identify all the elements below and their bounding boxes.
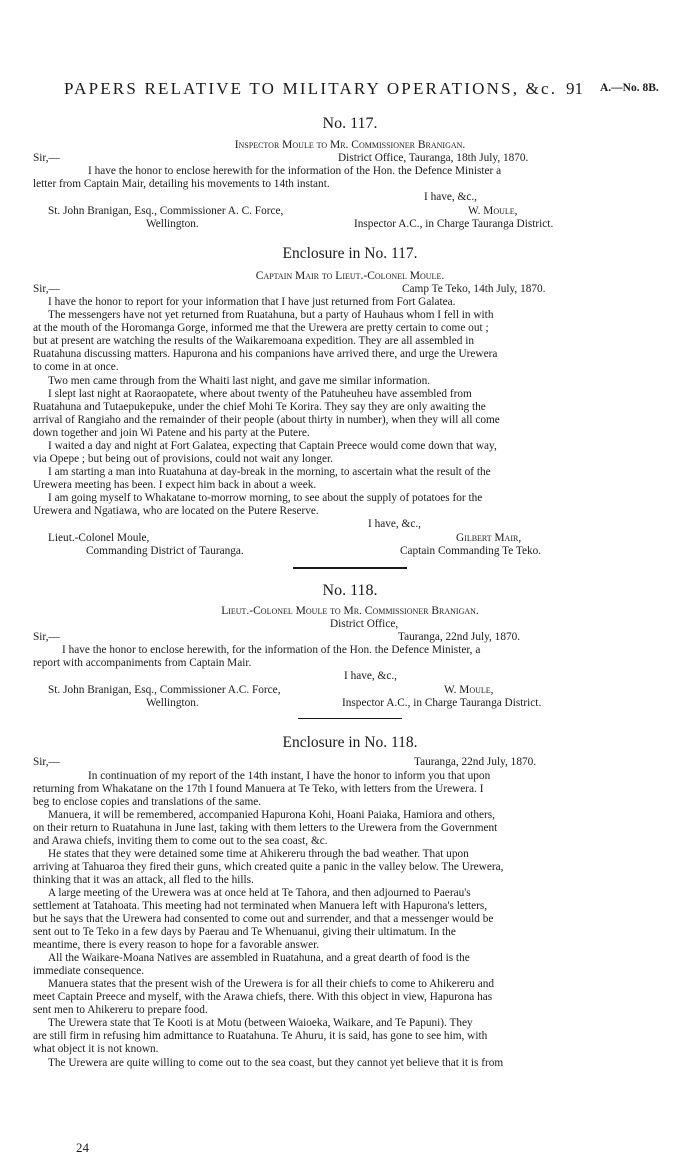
enclosure-118-body-line: The Urewera state that Te Kooti is at Motu (between Waioeka, Waikare, and Te Papuni). They (48, 1017, 473, 1029)
enclosure-118-heading: Enclosure in No. 118. (282, 734, 418, 751)
paper-reference: A.—No. 8B. (600, 82, 659, 94)
enclosure-118-body-line: are still firm in refusing him admittance to Ruatahuna. Te Ahuru, it is said, has gone to see him, with (33, 1030, 488, 1042)
enclosure-117-body-line: Urewera meeting has been. I expect him back in about a week. (33, 479, 317, 491)
letter-117-addressee-line: St. John Branigan, Esq., Commissioner A. C. Force, (48, 205, 284, 217)
enclosure-117-closing: I have, &c., (368, 518, 422, 530)
letter-118-body-line: report with accompaniments from Captain Mair. (33, 657, 252, 669)
enclosure-118-body-line: All the Waikare-Moana Natives are assembled in Ruatahuna, and a great dearth of food is the (48, 952, 470, 964)
enclosure-117-body-line: Ruatahuna and Tutaepukepuke, under the chief Mohi Te Korira. They say they are only awaiting the (33, 401, 486, 413)
enclosure-117-addressee-line: Commanding District of Tauranga. (86, 545, 244, 557)
section-divider-rule (293, 567, 407, 569)
enclosure-117-body-line: but at present are watching the results of the Waikaremoana expedition. They are all assembled in (33, 335, 474, 347)
enclosure-117-body-line: Two men came through from the Whaiti last night, and gave me similar information. (48, 375, 431, 387)
letter-118-heading: No. 118. (322, 582, 378, 599)
enclosure-118-body-line: Manuera, it will be remembered, accompanied Hapurona Kohi, Hoani Paiaka, Hamiora and others, (48, 809, 496, 821)
letter-118-signature-title: Inspector A.C., in Charge Tauranga District. (342, 697, 542, 709)
letter-118-addressee-line: St. John Branigan, Esq., Commissioner A.C. Force, (48, 684, 281, 696)
enclosure-118-body-line: on their return to Ruatahuna in June last, taking with them letters to the Urewera from the Government (33, 822, 498, 834)
letter-117-closing: I have, &c., (424, 191, 478, 203)
enclosure-117-body-line: I waited a day and night at Fort Galatea, expecting that Captain Preece would come down that way, (48, 440, 497, 452)
letter-117-place-date: District Office, Tauranga, 18th July, 1870. (338, 152, 529, 164)
enclosure-117-body-line: at the mouth of the Horomanga Gorge, informed me that the Urewera are pretty certain to come out ; (33, 322, 489, 334)
letter-117-body-line: letter from Captain Mair, detailing his movements to 14th instant. (33, 178, 330, 190)
signature-mark: 24 (76, 1140, 89, 1155)
letter-117-signature-name: W. Moule, (468, 205, 518, 217)
enclosure-117-signature-title: Captain Commanding Te Teko. (400, 545, 542, 557)
letter-117-from-to: Inspector Moule to Mr. Commissioner Branigan. (234, 139, 466, 151)
enclosure-118-body-line: Manuera states that the present wish of the Urewera is for all their chiefs to come to Ahikereru and (48, 978, 495, 990)
letter-117-salutation: Sir,— (33, 152, 60, 164)
enclosure-117-body-line: I have the honor to report for your information that I have just returned from Fort Galatea. (48, 296, 456, 308)
enclosure-118-body-line: In continuation of my report of the 14th instant, I have the honor to inform you that upon (88, 770, 491, 782)
enclosure-117-addressee-line: Lieut.-Colonel Moule, (48, 532, 150, 544)
enclosure-117-body-line: to come in at once. (33, 361, 119, 373)
enclosure-117-salutation: Sir,— (33, 283, 60, 295)
enclosure-118-body-line: immediate consequence. (33, 965, 145, 977)
enclosure-117-body-line: I slept last night at Raoraopatete, where about twenty of the Patuheuheu have assembled from (48, 388, 472, 400)
letter-117-addressee-line: Wellington. (146, 218, 199, 230)
letter-117-heading: No. 117. (322, 115, 378, 132)
enclosure-117-body-line: I am going myself to Whakatane to-morrow morning, to see about the supply of potatoes for the (48, 492, 483, 504)
letter-117-body-line: I have the honor to enclose herewith for the information of the Hon. the Defence Minister a (88, 165, 502, 177)
enclosure-117-body-line: via Opepe ; but being out of provisions, could not wait any longer. (33, 453, 333, 465)
enclosure-117-from-to: Captain Mair to Lieut.-Colonel Moule. (255, 270, 445, 282)
enclosure-118-body-line: what object it is not known. (33, 1043, 159, 1055)
enclosure-118-body-line: thinking that it was an attack, all fled to the hills. (33, 874, 254, 886)
page-number: 91 (566, 79, 583, 98)
enclosure-117-body-line: arrival of Rangiaho and the remainder of their people (about thirty in number), when they will all come (33, 414, 500, 426)
enclosure-118-body-line: sent out to Te Teko in a few days by Paerau and Te Whenuanui, giving their ultimatum. In the (33, 926, 456, 938)
letter-118-addressee-line: Wellington. (146, 697, 199, 709)
enclosure-117-body-line: The messengers have not yet returned from Ruatahuna, but a party of Hauhaus whom I fell in with (48, 309, 494, 321)
enclosure-118-body-line: sent men to Ahikereru to prepare food. (33, 1004, 208, 1016)
enclosure-117-body-line: I am starting a man into Ruatahuna at day-break in the morning, to ascertain what the result of the (48, 466, 491, 478)
letter-118-salutation: Sir,— (33, 631, 60, 643)
enclosure-118-body-line: arriving at Tahuaroa they fired their guns, which created quite a panic in the valley below. The Urewera, (33, 861, 504, 873)
enclosure-118-body-line: A large meeting of the Urewera was at once held at Te Tahora, and then adjourned to Paerau's (48, 887, 471, 899)
enclosure-118-body-line: beg to enclose copies and translations of the same. (33, 796, 262, 808)
letter-118-from-to: Lieut.-Colonel Moule to Mr. Commissioner Branigan. (221, 605, 479, 617)
enclosure-118-body-line: The Urewera are quite willing to come out to the sea coast, but they cannot yet believe that it is from (48, 1057, 504, 1069)
enclosure-118-body-line: meantime, there is every reason to hope for a favorable answer. (33, 939, 320, 951)
enclosure-118-salutation: Sir,— (33, 756, 60, 768)
enclosure-118-body-line: but he says that the Urewera had consented to come out and surrender, and that a messenger would be (33, 913, 494, 925)
letter-118-signature-name: W. Moule, (444, 684, 494, 696)
letter-118-office: District Office, (330, 618, 399, 630)
enclosure-118-body-line: and Arawa chiefs, inviting them to come out to the sea coast, &c. (33, 835, 328, 847)
enclosure-118-body-line: settlement at Tatahoata. This meeting had not terminated when Manuera left with Hapurona's letters, (33, 900, 488, 912)
enclosure-117-body-line: Urewera and Ngatiawa, who are located on the Putere Reserve. (33, 505, 319, 517)
enclosure-118-body-line: meet Captain Preece and myself, with the Arawa chiefs, there. With this object in view, Hapurona has (33, 991, 493, 1003)
letter-118-place-date: Tauranga, 22nd July, 1870. (398, 631, 521, 643)
enclosure-117-body-line: down together and join Wi Patene and his party at the Putere. (33, 427, 310, 439)
enclosure-117-body-line: Ruatahuna discussing matters. Hapurona and his companions have arrived there, and urge the Urewera (33, 348, 498, 360)
running-header-title: PAPERS RELATIVE TO MILITARY OPERATIONS, &c. (64, 79, 558, 98)
enclosure-117-signature-name: Gilbert Mair, (456, 532, 522, 544)
letter-118-closing: I have, &c., (344, 670, 398, 682)
enclosure-118-body-line: He states that they were detained some time at Ahikereru through the bad weather. That upon (48, 848, 469, 860)
letter-117-signature-title: Inspector A.C., in Charge Tauranga District. (354, 218, 554, 230)
section-divider-rule (298, 718, 402, 719)
enclosure-118-place-date: Tauranga, 22nd July, 1870. (414, 756, 537, 768)
enclosure-117-place-date: Camp Te Teko, 14th July, 1870. (402, 283, 546, 295)
enclosure-117-heading: Enclosure in No. 117. (282, 245, 418, 262)
letter-118-body-line: I have the honor to enclose herewith, for the information of the Hon. the Defence Minister, a (62, 644, 481, 656)
enclosure-118-body-line: returning from Whakatane on the 17th I found Manuera at Te Teko, with letters from the Urewera. I (33, 783, 484, 795)
